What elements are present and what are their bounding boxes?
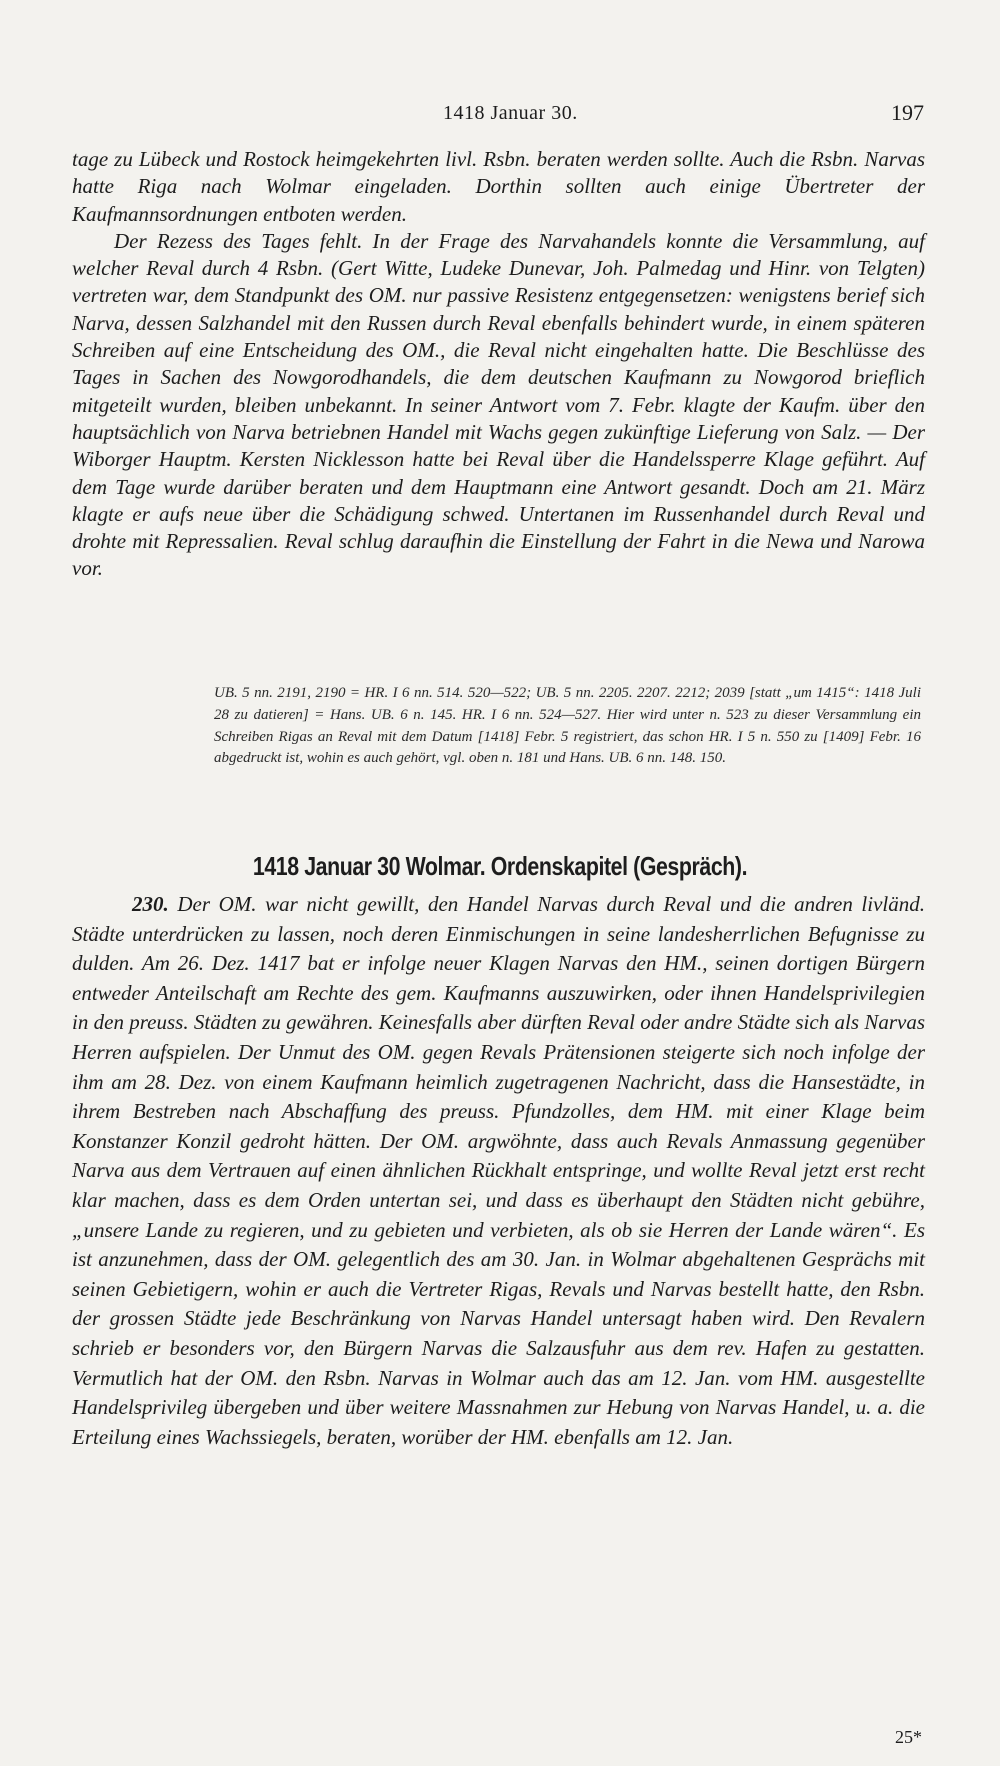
entry-paragraph	[72, 890, 925, 1452]
reference-notes	[214, 683, 921, 770]
entry-230	[72, 890, 925, 1452]
section-heading: 1418 Januar 30 Wolmar. Ordenskapitel (Gespräch).	[252, 851, 748, 881]
entry-number: 230.	[132, 892, 169, 916]
continuation-text	[72, 146, 925, 583]
running-head	[0, 100, 1000, 130]
references-text: UB. 5 nn. 2191, 2190 = HR. I 6 nn. 514. 520—522; UB. 5 nn. 2205. 2207. 2212; 2039 [statt „um 1415“: 1418 Juli 28 zu datieren] = Hans. UB. 6 n. 145. HR. I 6 nn. 524—527. Hier wird unter n. 523 zu dieser Versammlung ein Schreiben Rigas an Reval mit dem Datum [1418] Febr. 5 registriert, das schon HR. I 5 n. 550 zu [1409] Febr. 16 abgedruckt ist, wohin es auch gehört, vgl. oben n. 181 und Hans. UB. 6 nn. 148. 150.	[214, 685, 921, 767]
paragraph-1: tage zu Lübeck und Rostock heimgekehrten livl. Rsbn. beraten werden sollte. Auch die Rsbn. Narvas hatte Riga nach Wolmar eingeladen. Dorthin sollten auch einige Übertreter der Kaufmannsordnungen entboten werden.	[72, 147, 925, 226]
page-number: 197	[891, 100, 924, 125]
entry-text: Der OM. war nicht gewillt, den Handel Narvas durch Reval und die andren livländ. Städte unterdrücken zu lassen, noch deren Einmischungen in seine landesherrlichen Befugnisse zu dulden. Am 26. Dez. 1417 bat er infolge neuer Klagen Narvas den HM., seinen dortigen Bürgern entweder Anteilschaft am Rechte des gem. Kaufmanns auszuwirken, oder ihnen Handelsprivilegien in den preuss. Städten zu gewähren. Keinesfalls aber dürften Reval oder andre Städte sich als Narvas Herren aufspielen. Der Unmut des OM. gegen Revals Prätensionen steigerte sich noch infolge der ihm am 28. Dez. von einem Kaufmann heimlich zugetragenen Nachricht, dass die Hansestädte, in ihrem Bestreben nach Abschaffung des preuss. Pfundzolles, dem HM. mit einer Klage beim Konstanzer Konzil gedroht hätten. Der OM. argwöhnte, dass auch Revals Anmassung gegenüber Narva aus dem Vertrauen auf einen ähnlichen Rückhalt entspringe, und wollte Reval jetzt erst recht klar machen, dass es dem Orden untertan sei, und dass es überhaupt den Städten nicht gebühre, „unsere Lande zu regieren, und zu gebieten und verbieten, als ob sie Herren der Lande wären“. Es ist anzunehmen, dass der OM. gelegentlich des am 30. Jan. in Wolmar abgehaltenen Gesprächs mit seinen Gebietigern, wohin er auch die Vertreter Rigas, Revals und Narvas bestellt hatte, den Rsbn. der grossen Städte jede Beschränkung von Narvas Handel untersagt haben wird. Den Revalern schrieb er besonders vor, den Bürgern Narvas die Salzausfuhr aus dem rev. Hafen zu gestatten. Vermutlich hat der OM. den Rsbn. Narvas in Wolmar auch das am 12. Jan. vom HM. ausgestellte Handelsprivileg übergeben und über weitere Massnahmen zur Hebung von Narvas Handel, u. a. die Erteilung eines Wachssiegels, beraten, worüber der HM. ebenfalls am 12. Jan.	[72, 892, 925, 1449]
sheet-signature: 25*	[895, 1727, 922, 1747]
header-date: 1418 Januar 30.	[443, 102, 578, 124]
paragraph-2: Der Rezess des Tages fehlt. In der Frage des Narvahandels konnte die Versammlung, auf welcher Reval durch 4 Rsbn. (Gert Witte, Ludeke Dunevar, Joh. Palmedag und Hinr. von Telgten) vertreten war, dem Standpunkt des OM. nur passive Resistenz entgegensetzen: wenigstens berief sich Narva, dessen Salzhandel mit den Russen durch Reval ebenfalls behindert wurde, in einem späteren Schreiben auf eine Entscheidung des OM., die Reval nicht eingehalten hatte. Die Beschlüsse des Tages in Sachen des Nowgorodhandels, die dem deutschen Kaufmann zu Nowgorod brieflich mitgeteilt wurden, bleiben unbekannt. In seiner Antwort vom 7. Febr. klagte der Kaufm. über den hauptsächlich von Narva betriebnen Handel mit Wachs gegen zukünftige Lieferung von Salz. — Der Wiborger Hauptm. Kersten Nicklesson hatte bei Reval über die Handelssperre Klage geführt. Auf dem Tage wurde darüber beraten und dem Hauptmann eine Antwort gesandt. Doch am 21. März klagte er aufs neue über die Schädigung schwed. Untertanen im Russenhandel durch Reval und drohte mit Repressalien. Reval schlug daraufhin die Einstellung der Fahrt in die Newa und Narowa vor.	[72, 228, 925, 581]
